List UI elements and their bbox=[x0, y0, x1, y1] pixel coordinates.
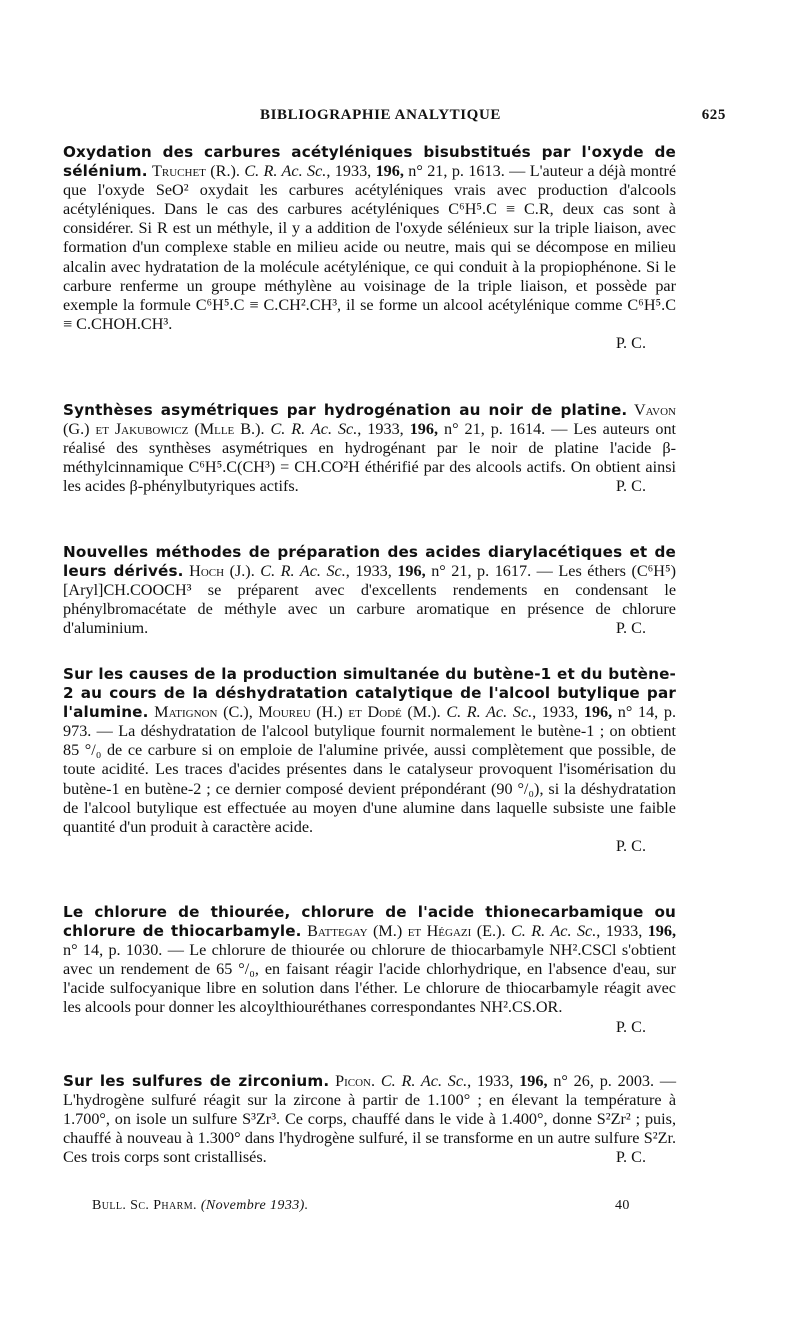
abstract-paragraph: Sur les causes de la production simultanée du butène-1 et du butène-2 au cours de la déshydratation catalytique de l'alcool butylique par l'alumine. Matignon (C.), Moureu (H.) et Dodé (M.). C. R. Ac. Sc., 1933, 196, n° 14, p. 973. — La déshydratation de l'alcool butylique fournit normalement le butène-1 ; on obtient 85 °/₀ de ce carbure si on emploie de l'alumine privée, aussi complètement que possible, de toute acidité. Les traces d'acides présentes dans le catalyseur provoquent l'isomérisation du butène-1 en butène-2 ; ce dernier composé devient prépondérant (90 °/₀), si la déshydratation de l'alcool butylique est effectuée au moyen d'une alumine dans laquelle subsiste une faible quantité d'un produit à caractère acide. bbox=[63, 665, 677, 836]
abstract-issue-page: n° 21, p. 1614. bbox=[443, 420, 546, 439]
abstract-volume: 196, bbox=[647, 922, 677, 941]
abstract-volume: 196, bbox=[583, 703, 613, 722]
abstract-body: — Le chlorure de thiourée ou chlorure de thiocarbamyle NH².CSCl s'obtient avec un rendement de 65 °/₀, en faisant réagir l'acide chlorhydrique, en l'absence d'eau, sur l'acide sulfocyanique libre en solution dans l'éther. Le chlorure de thiocarbamyle réagit avec les alcools pour donner les alcoylthiouréthanes correspondantes NH².CS.OR. bbox=[63, 941, 676, 1017]
abstract-5 bbox=[63, 903, 676, 1037]
abstract-body: — La déshydratation de l'alcool butylique fournit normalement le butène-1 ; on obtient 85 °/₀ de ce carbure si on emploie de l'alumine privée, aussi complètement que possible, de toute acidité. Les traces d'acides présentes dans le catalyseur provoquent l'isomérisation du butène-1 en butène-2 ; ce dernier composé devient prépondérant (90 °/₀), si la déshydratation de l'alcool butylique est effectuée au moyen d'une alumine dans laquelle subsiste une faible quantité d'un produit à caractère acide. bbox=[63, 722, 677, 836]
abstract-paragraph: Synthèses asymétriques par hydrogénation au noir de platine. Vavon (G.) et Jakubowicz (Mlle B.). C. R. Ac. Sc., 1933, 196, n° 21, p. 1614. — Les auteurs ont réalisé des synthèses asymétriques en hydrogénant par le noir de platine l'acide β-méthylcinnamique C⁶H⁵.C(CH³) = CH.CO²H éthérifié par des alcools actifs. On obtient ainsi les acides β-phénylbutyriques actifs. P. C. bbox=[63, 401, 677, 496]
abstract-journal: C. R. Ac. Sc. bbox=[244, 162, 327, 181]
abstract-title: Oxydation des carbures acétyléniques bisubstitués par l'oxyde de sélénium. bbox=[63, 143, 676, 181]
abstract-authors: Vavon (G.) et Jakubowicz (Mlle B.). bbox=[63, 401, 677, 439]
abstract-signature: P. C. bbox=[615, 333, 646, 352]
abstract-journal: C. R. Ac. Sc. bbox=[510, 922, 597, 941]
abstract-paragraph: Sur les sulfures de zirconium. Picon. C. R. Ac. Sc., 1933, 196, n° 26, p. 2003. — L'hydrogène sulfuré réagit sur la zircone à partir de 1.100° ; en élevant la température à 1.700°, on isole un sulfure S³Zr³. Ce corps, chauffé dans le vide à 1.400°, donne S²Zr² ; puis, chauffé à nouveau à 1.300° dans l'hydrogène sulfuré, il se transforme en un autre sulfure S²Zr. Ces trois corps sont cristallisés. P. C. bbox=[63, 1072, 677, 1167]
abstract-body: — Les auteurs ont réalisé des synthèses asymétriques en hydrogénant par le noir de platine l'acide β-méthylcinnamique C⁶H⁵.C(CH³) = CH.CO²H éthérifié par des alcools actifs. On obtient ainsi les acides β-phénylbutyriques actifs. bbox=[63, 420, 677, 496]
abstract-year: 1933, bbox=[334, 162, 372, 181]
footer-sheet-number: 40 bbox=[615, 1198, 630, 1213]
footer-journal: Bull. Sc. Pharm. bbox=[92, 1198, 197, 1213]
abstract-issue-page: n° 14, p. 973. bbox=[63, 703, 676, 741]
abstract-year: 1933, bbox=[605, 922, 643, 941]
abstract-issue-page: n° 14, p. 1030. bbox=[63, 941, 163, 960]
abstract-issue-page: n° 21, p. 1613. bbox=[408, 162, 505, 181]
abstract-authors: Hoch (J.). bbox=[189, 562, 255, 581]
abstract-title: Sur les causes de la production simultanée du butène-1 et du butène-2 au cours de la déshydratation catalytique de l'alcool butylique par l'alumine. bbox=[63, 665, 676, 722]
abstract-title: Le chlorure de thiourée, chlorure de l'acide thionecarbamique ou chlorure de thiocarbamyle. bbox=[63, 903, 676, 941]
abstract-3 bbox=[63, 543, 676, 638]
abstract-authors: Battegay (M.) et Hégazi (E.). bbox=[307, 922, 506, 941]
abstract-year: 1933, bbox=[541, 703, 579, 722]
abstract-6 bbox=[63, 1072, 676, 1167]
abstract-signature: P. C. bbox=[615, 477, 646, 496]
abstract-authors: Truchet (R.). bbox=[152, 162, 240, 181]
footer-citation bbox=[92, 1198, 309, 1214]
abstract-issue-page: n° 26, p. 2003. bbox=[553, 1072, 655, 1090]
abstract-authors: Picon. bbox=[335, 1072, 376, 1090]
abstract-paragraph: Oxydation des carbures acétyléniques bisubstitués par l'oxyde de sélénium. Truchet (R.). C. R. Ac. Sc., 1933, 196, n° 21, p. 1613. — L'auteur a déjà montré que l'oxyde SeO² oxydait les carbures acétyléniques vrais avec production d'alcools acétyléniques. Dans le cas des carbures acétyléniques C⁶H⁵.C ≡ C.R, deux cas sont à considérer. Si R est un méthyle, il y a addition de l'oxyde sélénieux sur la triple liaison, avec formation d'un complexe stable en milieu acide ou neutre, mais qui se décompose en milieu alcalin avec hydratation de la molécule acétylénique, ce qui conduit à la propiophénone. Si le carbure renferme un groupe méthylène au voisinage de la triple liaison, et possède par exemple la formule C⁶H⁵.C ≡ C.CH².CH³, il se forme un alcool acétylénique comme C⁶H⁵.C ≡ C.CHOH.CH³. bbox=[63, 143, 677, 333]
abstract-signature: P. C. bbox=[615, 1148, 646, 1167]
abstract-volume: 196, bbox=[397, 562, 426, 581]
abstract-body: — Les éthers (C⁶H⁵) [Aryl]CH.COOCH³ se préparent avec d'excellents rendements en condensant le phénylbromacétate de méthyle avec un carbure aromatique en présence de chlorure d'aluminium. bbox=[63, 562, 677, 638]
abstract-body: — L'hydrogène sulfuré réagit sur la zircone à partir de 1.100° ; en élevant la température à 1.700°, on isole un sulfure S³Zr³. Ce corps, chauffé dans le vide à 1.400°, donne S²Zr² ; puis, chauffé à nouveau à 1.300° dans l'hydrogène sulfuré, il se transforme en un autre sulfure S²Zr. Ces trois corps sont cristallisés. bbox=[63, 1072, 677, 1167]
abstract-volume: 196, bbox=[409, 420, 439, 439]
footer-issue: (Novembre 1933). bbox=[200, 1198, 309, 1213]
abstract-journal: C. R. Ac. Sc. bbox=[380, 1072, 468, 1090]
abstract-journal: C. R. Ac. Sc. bbox=[270, 420, 358, 439]
abstract-paragraph: Le chlorure de thiourée, chlorure de l'acide thionecarbamique ou chlorure de thiocarbamyle. Battegay (M.) et Hégazi (E.). C. R. Ac. Sc., 1933, 196, n° 14, p. 1030. — Le chlorure de thiourée ou chlorure de thiocarbamyle NH².CSCl s'obtient avec un rendement de 65 °/₀, en faisant réagir l'acide chlorhydrique, en l'absence d'eau, sur l'acide sulfocyanique libre en solution dans l'éther. Le chlorure de thiocarbamyle réagit avec les alcools pour donner les alcoylthiouréthanes correspondantes NH².CS.OR. bbox=[63, 903, 677, 1017]
abstract-volume: 196, bbox=[519, 1072, 548, 1090]
abstract-title: Synthèses asymétriques par hydrogénation au noir de platine. bbox=[63, 401, 628, 419]
abstract-4 bbox=[63, 665, 676, 856]
running-title: BIBLIOGRAPHIE ANALYTIQUE bbox=[260, 107, 501, 123]
abstract-year: 1933, bbox=[355, 562, 392, 581]
abstract-2 bbox=[63, 401, 676, 496]
abstract-signature: P. C. bbox=[615, 619, 646, 638]
abstract-year: 1933, bbox=[476, 1072, 514, 1090]
abstract-1 bbox=[63, 143, 676, 353]
abstract-title: Sur les sulfures de zirconium. bbox=[63, 1072, 330, 1090]
abstract-title: Nouvelles méthodes de préparation des acides diarylacétiques et de leurs dérivés. bbox=[63, 543, 676, 581]
abstract-issue-page: n° 21, p. 1617. bbox=[431, 562, 532, 581]
page-number: 625 bbox=[701, 107, 726, 123]
abstract-paragraph: Nouvelles méthodes de préparation des acides diarylacétiques et de leurs dérivés. Hoch (J.). C. R. Ac. Sc., 1933, 196, n° 21, p. 1617. — Les éthers (C⁶H⁵) [Aryl]CH.COOCH³ se préparent avec d'excellents rendements en condensant le phénylbromacétate de méthyle avec un carbure aromatique en présence de chlorure d'aluminium. P. C. bbox=[63, 543, 677, 638]
abstract-journal: C. R. Ac. Sc. bbox=[260, 562, 346, 581]
abstract-journal: C. R. Ac. Sc. bbox=[446, 703, 533, 722]
abstract-signature: P. C. bbox=[615, 836, 646, 855]
abstract-authors: Matignon (C.), Moureu (H.) et Dodé (M.). bbox=[154, 703, 441, 722]
abstract-volume: 196, bbox=[375, 162, 404, 181]
abstract-signature: P. C. bbox=[615, 1017, 646, 1036]
abstract-body: — L'auteur a déjà montré que l'oxyde SeO² oxydait les carbures acétyléniques vrais avec production d'alcools acétyléniques. Dans le cas des carbures acétyléniques C⁶H⁵.C ≡ C.R, deux cas sont à considérer. Si R est un méthyle, il y a addition de l'oxyde sélénieux sur la triple liaison, avec formation d'un complexe stable en milieu acide ou neutre, mais qui se décompose en milieu alcalin avec hydratation de la molécule acétylénique, ce qui conduit à la propiophénone. Si le carbure renferme un groupe méthylène au voisinage de la triple liaison, et possède par exemple la formule C⁶H⁵.C ≡ C.CH².CH³, il se forme un alcool acétylénique comme C⁶H⁵.C ≡ C.CHOH.CH³. bbox=[63, 162, 677, 333]
abstract-year: 1933, bbox=[367, 420, 404, 439]
